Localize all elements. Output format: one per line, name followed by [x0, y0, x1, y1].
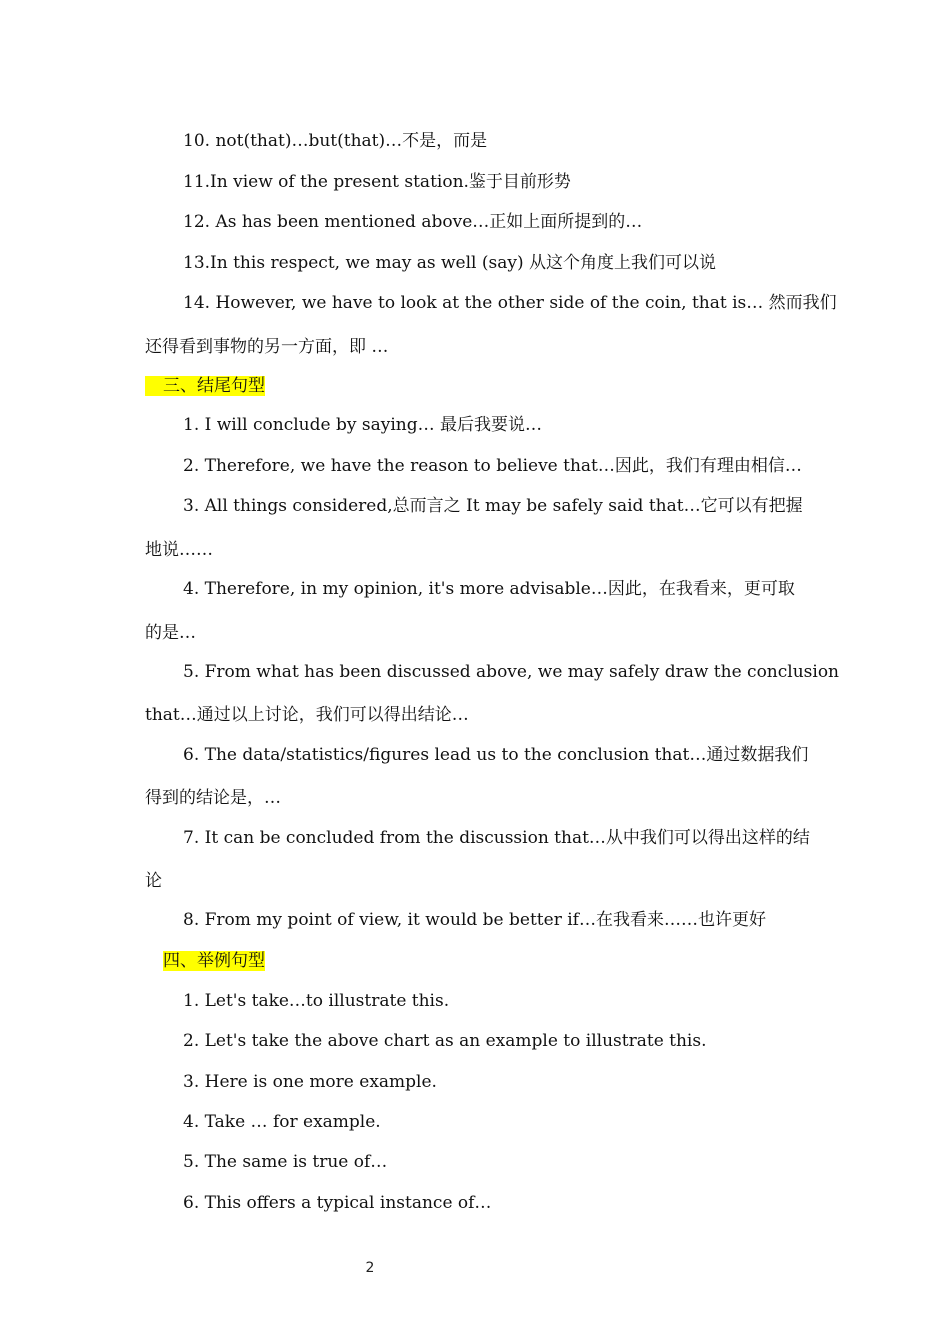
- text-line: 14. However, we have to look at the other side of the coin, that is… 然而我们: [183, 293, 837, 313]
- text-line: 5. The same is true of…: [183, 1152, 388, 1172]
- text-line: 6. This offers a typical instance of…: [183, 1193, 492, 1213]
- text-line: 11.In view of the present station.鉴于目前形势: [183, 172, 571, 192]
- text-line: 2. Therefore, we have the reason to believe that…因此，我们有理由相信…: [183, 456, 802, 476]
- text-line: 还得看到事物的另一方面，即 …: [145, 337, 389, 357]
- text-line: 1. Let's take…to illustrate this.: [183, 991, 450, 1011]
- text-line: 10. not(that)…but(that)…不是，而是: [183, 131, 488, 151]
- text-line: that…通过以上讨论，我们可以得出结论…: [145, 705, 469, 725]
- text-line: 地说……: [145, 540, 213, 560]
- text-line: 7. It can be concluded from the discussion that…从中我们可以得出这样的结: [183, 828, 810, 848]
- text-line: 5. From what has been discussed above, we may safely draw the conclusion: [183, 662, 840, 682]
- section-heading: [145, 375, 265, 397]
- text-line: 4. Therefore, in my opinion, it's more advisable…因此，在我看来，更可取: [183, 579, 795, 599]
- text-line: 1. I will conclude by saying… 最后我要说…: [183, 415, 542, 435]
- page-number: 2: [365, 1260, 375, 1276]
- text-line: 12. As has been mentioned above…正如上面所提到的…: [183, 212, 643, 232]
- section-heading-text: 三、结尾句型: [145, 376, 265, 396]
- text-line: 的是…: [145, 623, 196, 643]
- text-line: 4. Take … for example.: [183, 1112, 381, 1132]
- section-heading: [145, 950, 265, 972]
- text-line: 2. Let's take the above chart as an example to illustrate this.: [183, 1031, 707, 1051]
- text-line: 3. All things considered,总而言之 It may be safely said that…它可以有把握: [183, 496, 803, 516]
- section-heading-text: 四、举例句型: [163, 951, 265, 971]
- text-line: 6. The data/statistics/figures lead us to the conclusion that…通过数据我们: [183, 745, 809, 765]
- text-line: 8. From my point of view, it would be better if…在我看来……也许更好: [183, 910, 766, 930]
- text-line: 得到的结论是，…: [145, 788, 281, 808]
- text-line: 13.In this respect, we may as well (say) 从这个角度上我们可以说: [183, 253, 717, 273]
- text-line: 论: [145, 871, 162, 891]
- text-line: 3. Here is one more example.: [183, 1072, 437, 1092]
